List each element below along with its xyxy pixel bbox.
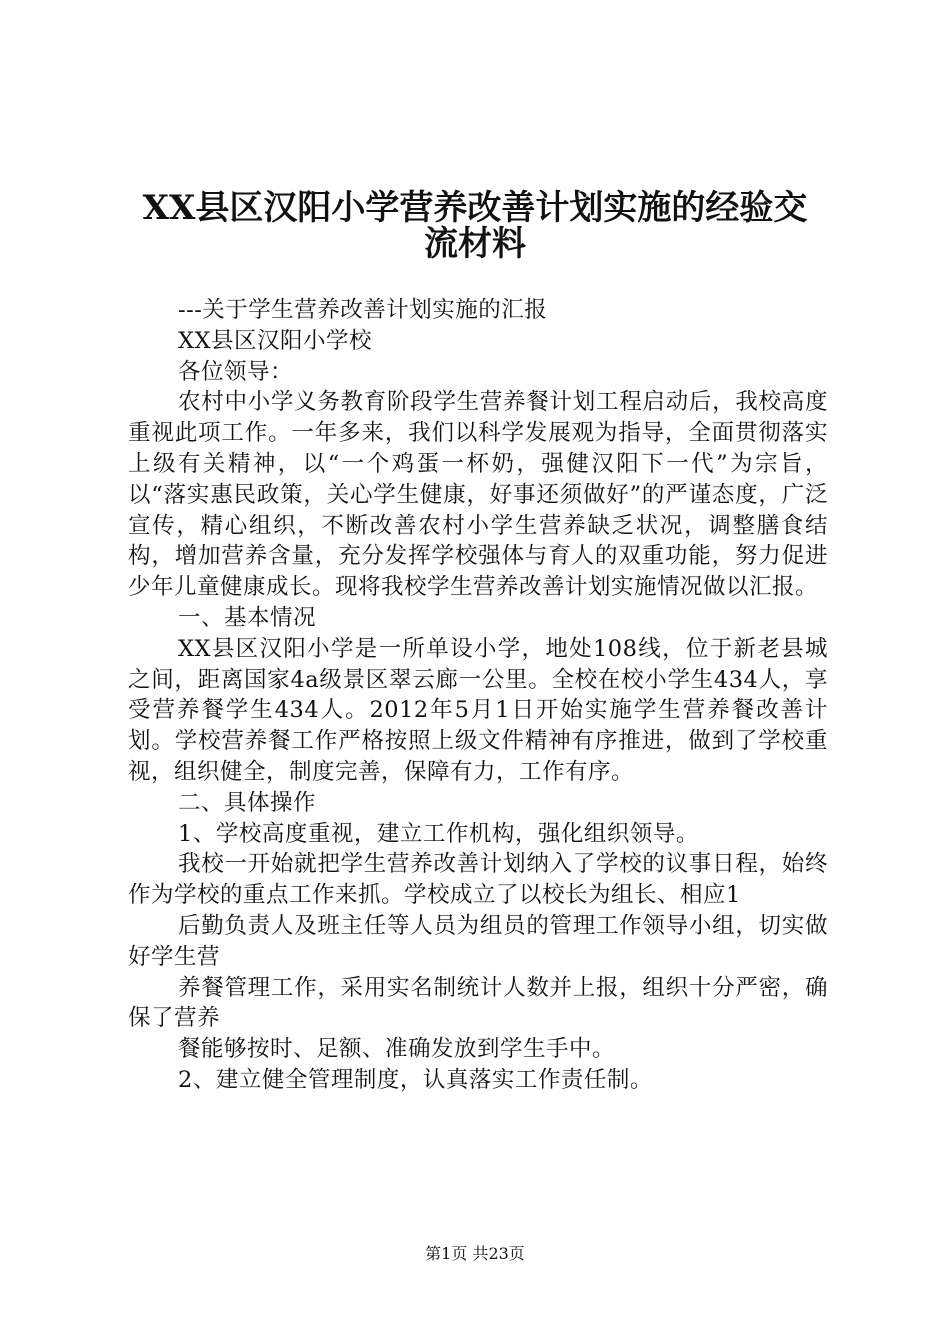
body-paragraph: 餐能够按时、足额、准确发放到学生手中。 [178, 1036, 616, 1063]
intro-paragraph: 农村中小学义务教育阶段学生营养餐计划工程启动后，我校高度重视此项工作。一年多来，我们以科学发展观为指导，全面贯彻落实上级有关精神，以“一个鸡蛋一杯奶，强健汉阳下一代”为宗旨，以“落实惠民政策，关心学生健康，好事还须做好”的严谨态度，广泛宣传，精心组织，不断改善农村小学生营养缺乏状况，调整膳食结构，增加营养含量，充分发挥学校强体与育人的双重功能，努力促进少年儿童健康成长。现将我校学生营养改善计划实施情况做以汇报。 [128, 389, 828, 601]
subsection-heading-2: 2、建立健全管理制度，认真落实工作责任制。 [178, 1066, 653, 1093]
basic-info-paragraph: XX县区汉阳小学是一所单设小学，地处108线，位于新老县城之间，距离国家4a级景区翠云廊一公里。全校在校小学生434人，享受营养餐学生434人。2012年5月1日开始实施学生营养餐改善计划。学校营养餐工作严格按照上级文件精神有序推进，做到了学校重视，组织健全，制度完善，保障有力，工作有序。 [128, 635, 828, 785]
document-body [128, 295, 828, 1096]
body-paragraph: 我校一开始就把学生营养改善计划纳入了学校的议事日程，始终作为学校的重点工作来抓。学校成立了以校长为组长、相应1 [128, 851, 828, 909]
page-footer: 第1页 共23页 [425, 1244, 525, 1263]
section-heading-1: 一、基本情况 [178, 604, 317, 631]
document-title-line-1: XX县区汉阳小学营养改善计划实施的经验交 [142, 188, 808, 228]
subtitle: ---关于学生营养改善计划实施的汇报 [178, 297, 548, 323]
subsection-heading-1: 1、学校高度重视，建立工作机构，强化组织领导。 [178, 820, 699, 847]
body-paragraph: 养餐管理工作，采用实名制统计人数并上报，组织十分严密，确保了营养 [128, 974, 828, 1032]
school-name: XX县区汉阳小学校 [178, 327, 373, 354]
section-heading-2: 二、具体操作 [178, 789, 317, 816]
salutation: 各位领导： [178, 358, 294, 385]
body-paragraph: 后勤负责人及班主任等人员为组员的管理工作领导小组，切实做好学生营 [128, 912, 828, 970]
document-title-line-2: 流材料 [424, 224, 526, 264]
